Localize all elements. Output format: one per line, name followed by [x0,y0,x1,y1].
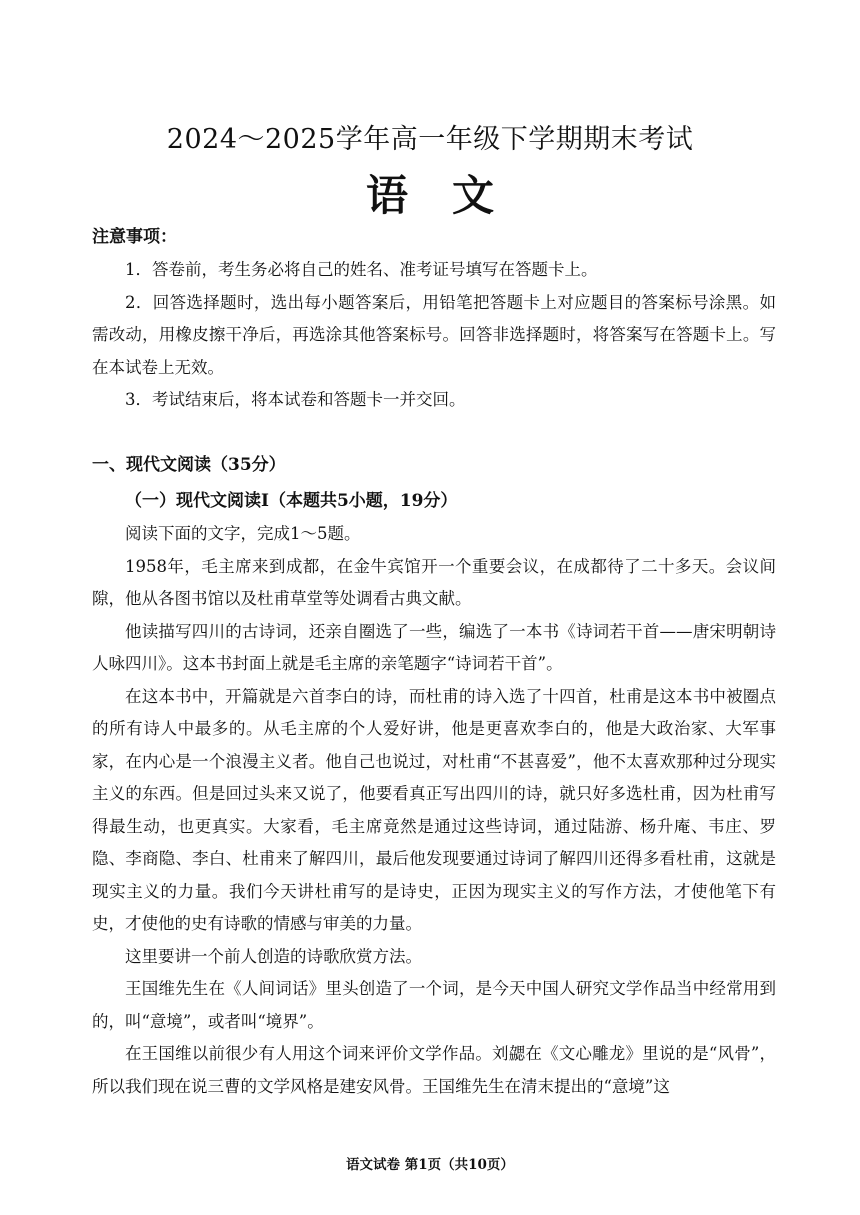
passage-paragraph: 在这本书中，开篇就是六首李白的诗，而杜甫的诗入选了十四首，杜甫是这本书中被圈点的所有诗人中最多的。从毛主席的个人爱好讲，他是更喜欢李白的，他是大政治家、大军事家，在内心是一个浪漫主义者。他自己也说过，对杜甫“不甚喜爱”，他不太喜欢那种过分现实主义的东西。但是回过头来又说了，他要看真正写出四川的诗，就只好多选杜甫，因为杜甫写得最生动，也更真实。大家看，毛主席竟然是通过这些诗词，通过陆游、杨升庵、韦庄、罗隐、李商隐、李白、杜甫来了解四川，最后他发现要通过诗词了解四川还得多看杜甫，这就是现实主义的力量。我们今天讲杜甫写的是诗史，正因为现实主义的写作方法，才使他笔下有史，才使他的史有诗歌的情感与审美的力量。 [92,686,776,933]
passage-paragraph: 这里要讲一个前人创造的诗歌欣赏方法。 [125,946,422,966]
passage-paragraph: 他读描写四川的古诗词，还亲自圈选了一些，编选了一本书《诗词若干首——唐宋明朝诗人咏四川》。这本书封面上就是毛主席的亲笔题字“诗词若干首”。 [92,621,776,673]
reading-passage [92,518,776,1103]
notice-item-1: 1．答卷前，考生务必将自己的姓名、准考证号填写在答题卡上。 [125,260,598,279]
subject-title: 语文 [365,171,538,220]
notice-heading: 注意事项： [92,227,177,247]
section-heading: 一、现代文阅读（35分） [92,455,286,475]
passage-paragraph: 王国维先生在《人间词话》里头创造了一个词，是今天中国人研究文学作品当中经常用到的，叫“意境”，或者叫“境界”。 [92,979,776,1031]
reading-instruction: 阅读下面的文字，完成1～5题。 [125,524,361,543]
notice-item-2: 2．回答选择题时，选出每小题答案后，用铅笔把答题卡上对应题目的答案标号涂黑。如需改动，用橡皮擦干净后，再选涂其他答案标号。回答非选择题时，将答案写在答题卡上。写在本试卷上无效。 [92,292,776,377]
subsection-heading: （一）现代文阅读Ⅰ（本题共5小题，19分） [125,491,458,511]
page-footer: 语文试卷 第1页（共10页） [346,1157,514,1173]
notice-list [92,254,776,417]
notice-item-3: 3．考试结束后，将本试卷和答题卡一并交回。 [125,390,466,409]
passage-paragraph: 1958年，毛主席来到成都，在金牛宾馆开一个重要会议，在成都待了二十多天。会议间隙，他从各图书馆以及杜甫草堂等处调看古典文献。 [92,556,776,608]
exam-title: 2024～2025学年高一年级下学期期末考试 [166,124,694,155]
passage-paragraph: 在王国维以前很少有人用这个词来评价文学作品。刘勰在《文心雕龙》里说的是“风骨”，所以我们现在说三曹的文学风格是建安风骨。王国维先生在清末提出的“意境”这 [92,1044,776,1096]
